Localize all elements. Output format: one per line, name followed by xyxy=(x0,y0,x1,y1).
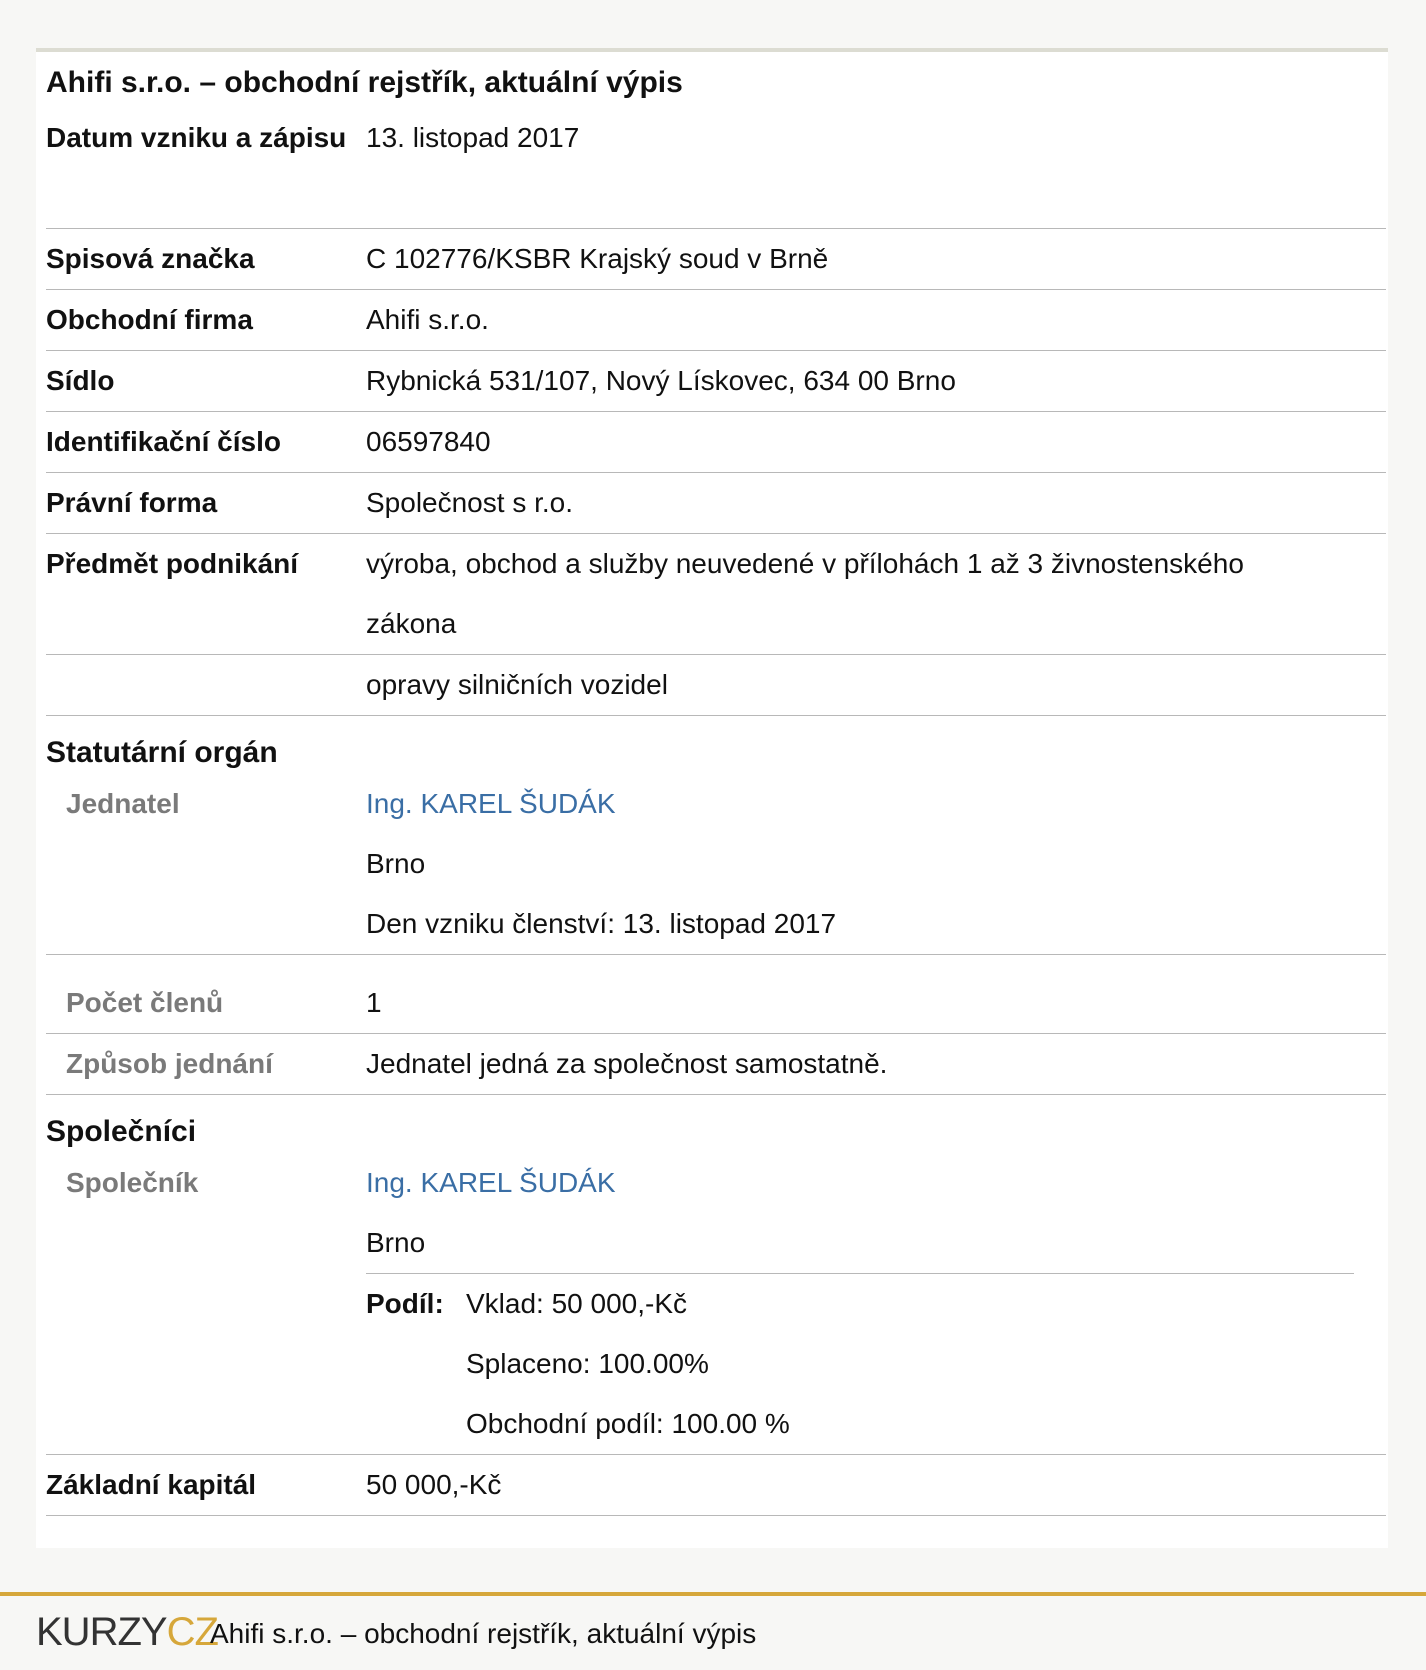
row-label: Sídlo xyxy=(46,365,115,396)
footer xyxy=(0,1592,1426,1670)
row-datum-vzniku xyxy=(46,108,1386,229)
row-label: Počet členů xyxy=(66,987,224,1018)
row-sidlo xyxy=(46,351,1386,412)
section-statutarni-organ: Statutární orgán xyxy=(46,736,278,769)
row-zakladni-kapital xyxy=(46,1455,1386,1516)
row-value-continued: zákona xyxy=(366,608,457,639)
row-label: Způsob jednání xyxy=(66,1048,273,1079)
row-identifikacni-cislo xyxy=(46,412,1386,473)
podil-label: Podíl: xyxy=(366,1288,444,1319)
row-value: výroba, obchod a služby neuvedené v přílohách 1 až 3 živnostenského xyxy=(366,548,1244,579)
jednatel-since: Den vzniku členství: 13. listopad 2017 xyxy=(366,908,837,939)
row-value: Ahifi s.r.o. xyxy=(366,304,489,335)
row-label: Identifikační číslo xyxy=(46,426,281,457)
row-spisova-znacka xyxy=(46,229,1386,290)
row-jednatel xyxy=(46,774,1386,955)
row-label: Datum vzniku a zápisu xyxy=(46,122,347,153)
row-label: Společník xyxy=(66,1167,199,1198)
row-predmet-podnikani xyxy=(46,534,1386,655)
row-value: 50 000,-Kč xyxy=(366,1469,502,1500)
podil-block xyxy=(366,1273,1354,1454)
row-label: Základní kapitál xyxy=(46,1469,257,1500)
row-value: 06597840 xyxy=(366,426,491,457)
row-value: Rybnická 531/107, Nový Lískovec, 634 00 Brno xyxy=(366,365,956,396)
row-value: C 102776/KSBR Krajský soud v Brně xyxy=(366,243,829,274)
row-zpusob-jednani xyxy=(46,1034,1386,1095)
row-value: Společnost s r.o. xyxy=(366,487,574,518)
register-content xyxy=(46,52,1386,1516)
splaceno-value: Splaceno: 100.00% xyxy=(466,1348,709,1379)
row-label: Obchodní firma xyxy=(46,304,253,335)
row-label: Jednatel xyxy=(66,788,180,819)
register-card xyxy=(36,48,1388,1548)
row-predmet-podnikani-2 xyxy=(46,655,1386,716)
section-spolecnici: Společníci xyxy=(46,1115,197,1148)
row-label: Předmět podnikání xyxy=(46,548,299,579)
row-value: Jednatel jedná za společnost samostatně. xyxy=(366,1048,888,1079)
logo-text-cz: CZ xyxy=(166,1610,218,1654)
row-value: 13. listopad 2017 xyxy=(366,122,580,153)
kurzy-logo[interactable] xyxy=(36,1610,218,1655)
obchodni-podil-value: Obchodní podíl: 100.00 % xyxy=(466,1408,790,1439)
row-obchodni-firma xyxy=(46,290,1386,351)
spacer xyxy=(46,955,1386,973)
row-label: Právní forma xyxy=(46,487,218,518)
row-spolecnik xyxy=(46,1153,1386,1455)
row-value: 1 xyxy=(366,987,382,1018)
row-pravni-forma xyxy=(46,473,1386,534)
footer-title: Ahifi s.r.o. – obchodní rejstřík, aktuální výpis xyxy=(210,1618,757,1649)
row-label: Spisová značka xyxy=(46,243,255,274)
logo-text-kurzy: KURZY xyxy=(36,1610,167,1654)
spolecnik-name-link[interactable]: Ing. KAREL ŠUDÁK xyxy=(366,1167,616,1198)
page-title: Ahifi s.r.o. – obchodní rejstřík, aktuální výpis xyxy=(46,66,683,99)
row-pocet-clenu xyxy=(46,973,1386,1034)
spolecnik-city: Brno xyxy=(366,1227,426,1258)
vklad-value: Vklad: 50 000,-Kč xyxy=(466,1288,688,1319)
jednatel-city: Brno xyxy=(366,848,426,879)
jednatel-name-link[interactable]: Ing. KAREL ŠUDÁK xyxy=(366,788,616,819)
row-value: opravy silničních vozidel xyxy=(366,669,668,700)
